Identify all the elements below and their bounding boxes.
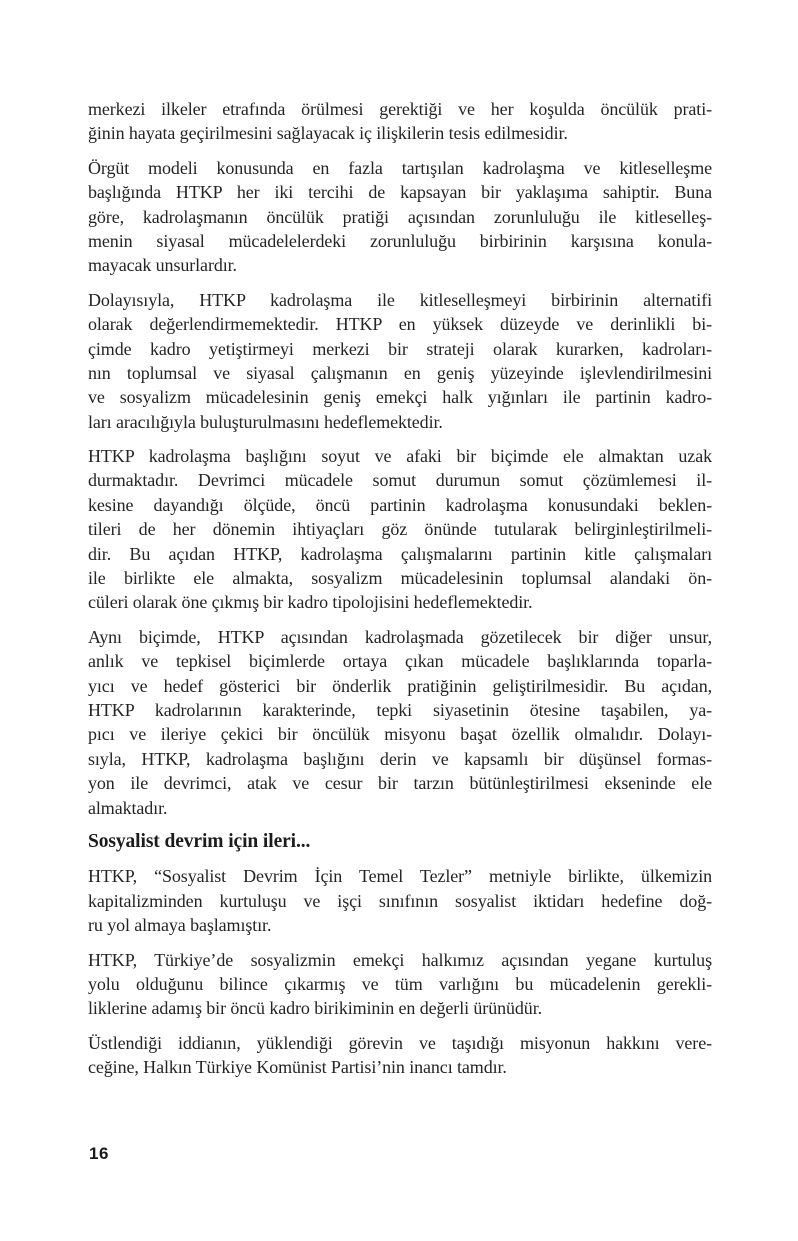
text-line: göre, kadrolaşmanın öncülük pratiği açısından zorunluluğu ile kitleselleş-	[88, 206, 712, 227]
text-line: Aynı biçimde, HTKP açısından kadrolaşmada gözetilecek bir diğer unsur,	[88, 626, 712, 647]
text-line: kapitalizminden kurtuluşu ve işçi sınıfının sosyalist iktidarı hedefine doğ-	[88, 890, 712, 911]
text-line: ları aracılığıyla buluşturulmasını hedeflemektedir.	[88, 411, 443, 432]
paragraph	[88, 444, 712, 615]
text-line: kesine dayandığı ölçüde, öncü partinin kadrolaşma konusundaki beklen-	[88, 494, 712, 515]
text-line: merkezi ilkeler etrafında örülmesi gerektiği ve her koşulda öncülük prati-	[88, 99, 712, 119]
text-line: Örgüt modeli konusunda en fazla tartışılan kadrolaşma ve kitleselleşme	[88, 157, 712, 178]
text-line: ru yol almaya başlamıştır.	[88, 915, 272, 936]
text-line: cüleri olarak öne çıkmış bir kadro tipolojisini hedeflemektedir.	[88, 592, 533, 613]
text-line: mayacak unsurlardır.	[88, 255, 237, 276]
text-line: yıcı ve hedef gösterici bir önderlik pratiğinin geliştirilmesidir. Bu açıdan,	[88, 675, 712, 696]
text-line: HTKP, Türkiye’de sosyalizmin emekçi halkımız açısından yegane kurtuluş	[88, 949, 712, 970]
page-number: 16	[89, 1144, 109, 1163]
text-line: başlığında HTKP her iki tercihi de kapsayan bir yaklaşıma sahiptir. Buna	[88, 182, 712, 203]
text-line: olarak değerlendirmemektedir. HTKP en yüksek düzeyde ve derinlikli bi-	[88, 314, 712, 335]
text-line: yon ile devrimci, atak ve cesur bir tarzın bütünleştirilmesi ekseninde ele	[88, 773, 712, 794]
paragraph	[88, 625, 712, 820]
text-line: Dolayısıyla, HTKP kadrolaşma ile kitleselleşmeyi birbirinin alternatifi	[88, 289, 712, 310]
text-line: ğinin hayata geçirilmesini sağlayacak iç ilişkilerin tesis edilmesidir.	[88, 123, 568, 144]
text-line: pıcı ve ileriye çekici bir öncülük misyonu başat özellik olmalıdır. Dolayı-	[88, 724, 712, 745]
text-line: HTKP kadrolaşma başlığını soyut ve afaki bir biçimde ele almaktan uzak	[88, 446, 712, 467]
paragraph	[88, 156, 712, 278]
paragraph	[88, 1031, 712, 1080]
paragraph	[88, 288, 712, 434]
text-line: ceğine, Halkın Türkiye Komünist Partisi’nin inancı tamdır.	[88, 1057, 507, 1078]
text-line: Üstlendiği iddianın, yüklendiği görevin ve taşıdığı misyonun hakkını vere-	[88, 1032, 712, 1053]
text-line: durmaktadır. Devrimci mücadele somut durumun somut çözümlemesi il-	[88, 470, 712, 491]
text-line: menin siyasal mücadelelerdeki zorunluluğu birbirinin karşısına konula-	[88, 230, 712, 251]
paragraph	[88, 864, 712, 937]
text-line: HTKP kadrolarının karakterinde, tepki siyasetinin ötesine taşabilen, ya-	[88, 699, 712, 720]
page-text	[88, 97, 712, 1089]
text-line: nın toplumsal ve siyasal çalışmanın en geniş yüzeyinde işlevlendirilmesini	[88, 362, 712, 383]
text-line: almaktadır.	[88, 797, 168, 818]
text-line: tileri de her dönemin ihtiyaçları göz önünde tutularak belirginleştirilmeli-	[88, 519, 712, 540]
text-line: yolu olduğunu bilince çıkarmış ve tüm varlığını bu mücadelenin gerekli-	[88, 973, 712, 994]
paragraph	[88, 948, 712, 1021]
text-line: HTKP, “Sosyalist Devrim İçin Temel Tezler” metniyle birlikte, ülkemizin	[88, 866, 712, 887]
text-line: sıyla, HTKP, kadrolaşma başlığını derin ve kapsamlı bir düşünsel formas-	[88, 748, 712, 769]
text-line: ile birlikte ele almakta, sosyalizm mücadelesinin toplumsal alandaki ön-	[88, 568, 712, 589]
text-line: anlık ve tepkisel biçimlerde ortaya çıkan mücadele başlıklarında toparla-	[88, 651, 712, 672]
text-line: ve sosyalizm mücadelesinin geniş emekçi halk yığınları ile partinin kadro-	[88, 387, 712, 408]
section-heading	[88, 830, 712, 854]
paragraph	[88, 97, 712, 146]
text-line: Sosyalist devrim için ileri...	[88, 830, 311, 852]
text-line: liklerine adamış bir öncü kadro birikiminin en değerli ürünüdür.	[88, 998, 542, 1019]
text-line: çimde kadro yetiştirmeyi merkezi bir strateji olarak kurarken, kadroları-	[88, 338, 712, 359]
text-line: dir. Bu açıdan HTKP, kadrolaşma çalışmalarını partinin kitle çalışmaları	[88, 543, 712, 564]
